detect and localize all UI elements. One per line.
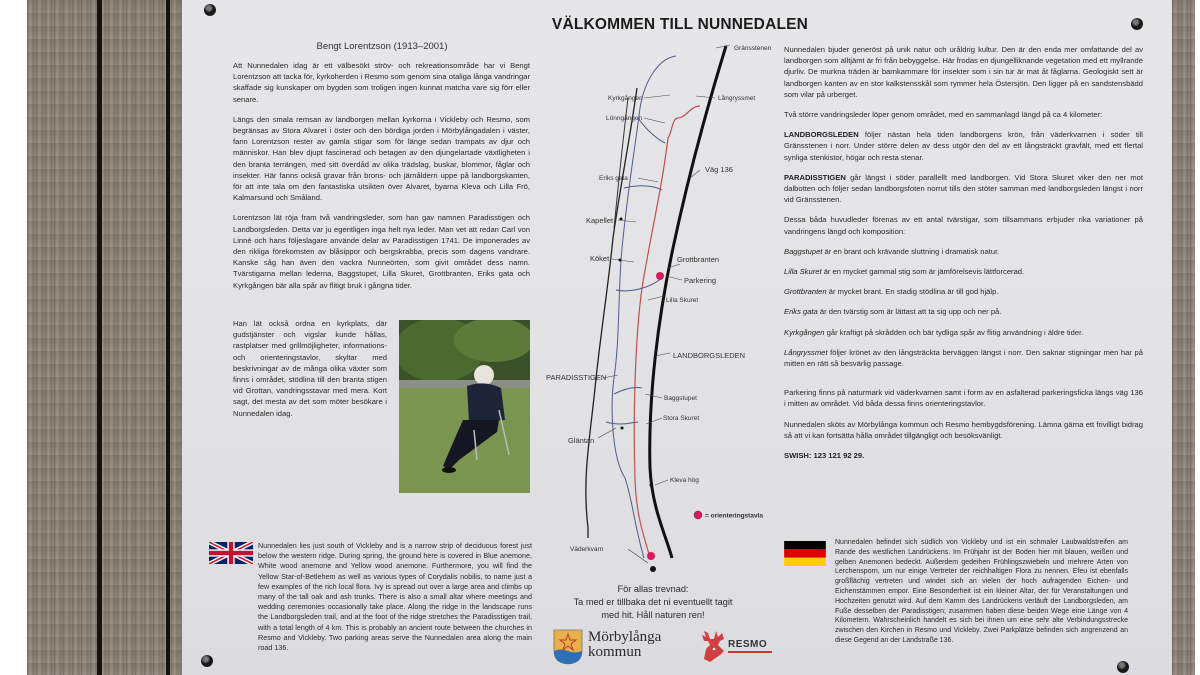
resmo-underline xyxy=(728,651,772,653)
map-label-baggstupet: Baggstupet xyxy=(664,395,697,402)
map-label-koket: Köket xyxy=(590,254,610,263)
screw-icon xyxy=(201,655,213,667)
crossing-item xyxy=(784,246,1143,257)
left-text-block xyxy=(233,60,530,300)
map-label-kapellet: Kapellet xyxy=(586,216,614,225)
map-label-kyrkgangen: Kyrkgången xyxy=(608,95,643,102)
crossing-item xyxy=(784,306,1143,317)
map-label-langryssmet: Långryssmet xyxy=(718,95,756,102)
footer-note xyxy=(548,583,758,622)
paragraph: Parkering finns på naturmark vid väderkvarnen samt i form av en asfalterad parkeringsficka längs väg 136 i mitten av området. Vid båda dessa finns orienteringstavlor. xyxy=(784,388,1143,409)
paradisstigen-trail xyxy=(612,56,676,558)
swish-text: SWISH: 123 121 92 29. xyxy=(784,451,865,461)
paragraph: Två större vandringsleder löper genom området, med en sammanlagd längd på ca 4 kilometer: xyxy=(784,110,1103,120)
paragraph: Längs den smala remsan av landborgen mellan kyrkorna i Vickleby och Resmo, som begränsas av Stora Alvaret i öster och den bördiga jorden i Mörbylångadalen i väster, fann Lorentzson rester av gamla stigar som för länge sedan trampats av djur och människor. Han blev djupt fascinerad och betagen av den djungelartade växtligheten i den branta terrängen, med sitt överdåd av olika trädslag, buskar, blommor, fåglar och insekter. Här fanns också gravar från brons- och järnåldern uppe på landborgskanten, för att inte tala om den fantastiska utsikten över Alvaret, byarna Kleva och Lilla Frö, Kalmarsund och Småland. xyxy=(233,114,530,203)
portrait-illustration xyxy=(399,320,530,493)
crossing-name: Baggstupet xyxy=(784,246,823,256)
trail-name: LANDBORGSLEDEN xyxy=(784,130,859,140)
crossing-item xyxy=(784,327,1143,338)
wood-gap xyxy=(97,0,102,675)
map-label-vag136: Väg 136 xyxy=(705,165,733,174)
paragraph xyxy=(784,172,1143,206)
crossing-name: Grottbranten xyxy=(784,287,827,297)
paragraph xyxy=(784,129,1143,163)
paragraph: Lorentzson lät röja fram två vandringsleder, som han gav namnen Paradisstigen och Landborgsleden. Detta var ju egentligen inga helt nya leder. Man vet att redan Carl von Linné och hans följeslagare använde delar av Paradisstigen 1741. De imponerades av den rikliga förekomsten av blåsippor och bergskrabba, precis som dagens vandrare. Kanske såg han även den vackra Nunneörten, som givit området dess namn. Tvärstigarna mellan lederna, Baggstupet, Lilla Skuret, Grottbranten, Eriks gata och Kyrkgången bär alla spår av flitigt bruk i gångna tider. xyxy=(233,213,530,290)
note-line: För allas trevnad: xyxy=(617,584,689,594)
map-label-grottbranten: Grottbranten xyxy=(677,255,720,264)
paragraph: Nunnedalen bjuder generöst på unik natur och uråldrig kultur. Den är den enda mer omfattande del av landborgen som alltjämt är fri från bebyggelse. Här frodas en djungelliknande vegetation med ett myllrande djurliv. De murkna träden är barnkammare för insekter som i sin tur är mat åt fåglarna. Geologiskt sett är landborgen kanten av en stor kalkstensskål som rymmer hela Östersjön. Den ligger på en sandstensbädd som vilar på urberget. xyxy=(784,45,1143,99)
map-label-eriks-gata: Eriks gata xyxy=(599,175,628,182)
map-label-lonngangen: Lönngången xyxy=(606,115,643,122)
map-label-paradisstigen: PARADISSTIGEN xyxy=(546,373,607,382)
map-label-glantan: Gläntan xyxy=(568,436,595,445)
crossing-text: är mycket brant. En stadig stödlina är till god hjälp. xyxy=(826,287,999,297)
crossing-text: går kraftigt på skrådden och bär tydliga spår av flitig användning i äldre tider. xyxy=(824,327,1084,337)
paragraph: Han lät också ordna en kyrkplats, där gudstjänster och vigslar kunde hållas, rastplatser med grillmöjligheter, informations- och orienteringstavlor, skyltar med beskrivningar av de många olika växter som finns i området, stödlina till den branta stigen vid Grottan, vandringsstavar med mera. Kort sagt, det mesta av det som möter besökare i Nunnedalen idag. xyxy=(233,319,387,418)
screw-icon xyxy=(204,4,216,16)
western-path xyxy=(586,88,637,538)
logo-line: Mörbylånga xyxy=(588,629,662,645)
note-line: med hit. Håll naturen ren! xyxy=(601,610,705,620)
map-label-gransstenen: Gränsstenen xyxy=(734,45,772,52)
swish-number xyxy=(784,450,1143,461)
note-line: Ta med er tillbaka det ni eventuellt tagit xyxy=(573,597,733,607)
paragraph: Dessa båda huvudleder förenas av ett antal tvärstigar, som tillsammans erbjuder rika variationer på vandringens längd och komposition: xyxy=(784,215,1143,236)
leader-lines xyxy=(598,45,730,563)
cross-trail xyxy=(614,387,642,394)
orientation-board-marker xyxy=(656,272,664,280)
crossing-name: Lilla Skuret xyxy=(784,267,822,277)
uk-flag-icon xyxy=(209,542,253,564)
cross-trail xyxy=(616,278,662,291)
crossing-item xyxy=(784,266,1143,277)
resmo-logo-text: RESMO xyxy=(728,639,768,650)
map-label-lilla-skuret: Lilla Skuret xyxy=(666,297,699,304)
map-label-kleva-hog: Kleva hög xyxy=(670,477,699,484)
crossing-text: är en mycket gammal stig som är jämförelsevis lättforcerad. xyxy=(821,267,1025,277)
german-flag-icon xyxy=(784,541,826,566)
logo-line: kommun xyxy=(588,644,642,660)
crossing-text: är en brant och krävande sluttning i dramatisk natur. xyxy=(822,246,1000,256)
point-marker xyxy=(621,427,624,430)
german-text: Nunnedalen befindet sich südlich von Vickleby und ist ein schmaler Laubwaldstreifen am Rande des westlichen Landrückens. Im Frühjahr ist der Boden hier mit blauen, weißen und gelben Anemonen bedeckt. Außerdem gedeihen Frühlingszwiebeln und mehrere Arten von Lerchensporn, um nur einige Vertreter der reichhaltigen Flora zu nennen. Efeu ist ebenfalls großflächig vertreten und windet sich an vielen der hoch aufragenden Eichen- und Eichenstämmen empor. Eine Besonderheit ist ein kleiner Altar, der für Veranstaltungen und Hochzeiten genutzt wird. Auf dem Kamm des Landrückens verläuft der Landborgsleden, am Fuße desselben der Paradisstigen; zusammen haben diese beiden Wege eine Länge von 4 Kilometern. Wahrscheinlich handelt es sich bei ihnen um eine sehr alte Verbindungsstrecke zwischen den Kirchen in Resmo und Vickleby. Zwei Parkplätze befinden sich angrenzend an diese Gegend an der Landstraße 136. xyxy=(835,539,1128,644)
screw-icon xyxy=(1131,18,1143,30)
wooden-wall-right xyxy=(1172,0,1195,675)
wood-gap xyxy=(166,0,170,675)
portrait-photo xyxy=(399,320,530,493)
resmo-reindeer-logo-icon xyxy=(698,629,726,663)
trail-description: går längst i söder parallellt med landborgen. Vid Stora Skuret viker den ner mot dalbotten och följer sedan landborgsfoten norrut tills den stöter samman med landborgsleden längst i norr vid Gränsstenen. xyxy=(784,172,1143,205)
windmill-marker xyxy=(650,566,656,572)
map-label-stora-skuret: Stora Skuret xyxy=(663,415,700,422)
crossing-name: Eriks gata xyxy=(784,307,818,317)
crossing-text: följer krönet av den långsträckta berväggen längst i norr. Den saknar stigningar men har på mitten en rätt så besvärlig passage. xyxy=(784,347,1143,369)
sign-title: VÄLKOMMEN TILL NUNNEDALEN xyxy=(551,16,809,33)
crossing-item xyxy=(784,286,1143,297)
crossing-item xyxy=(784,347,1143,369)
map-label-parkering: Parkering xyxy=(684,276,717,285)
trail-description: följer nästan hela tiden landborgens krön, från väderkvarnen i söder till Gränsstenen i norr. Under större delen av dess utgör den del av ett långsträckt gravfält, med ett flertal synliga stenkistor, högar och resta stenar. xyxy=(784,130,1143,162)
right-text-block xyxy=(784,44,1143,470)
paragraph: Att Nunnedalen idag är ett välbesökt ströv- och rekreationsområde har vi Bengt Lorentzson att tacka för, kyrkoherden i Resmo som genom sina otaliga långa vandringar skaffade sig kunskaper om bygden som troligen ingen kunnat matcha vare sig förr eller senare. xyxy=(233,61,530,104)
orientation-board-marker xyxy=(647,552,655,560)
crossing-text: är den tvärstig som är lättast att ta sig upp och ner på. xyxy=(817,307,1002,317)
wooden-wall-left xyxy=(27,0,182,675)
map-label-vaderkvarn: Väderkvarn xyxy=(570,546,604,553)
left-heading: Bengt Lorentzson (1913–2001) xyxy=(316,41,448,52)
trail-name: PARADISSTIGEN xyxy=(784,172,846,182)
paragraph: Nunnedalen sköts av Mörbylånga kommun och Resmo hembygdsförening. Lämna gärna ett frivilligt bidrag så att vi kan fortsätta hålla området tillgängligt och besöksvänligt. xyxy=(784,419,1143,440)
cross-trail xyxy=(624,186,662,190)
map-label-landborgsleden: LANDBORGSLEDEN xyxy=(673,351,746,360)
morbylanga-coat-of-arms-icon xyxy=(553,629,583,665)
cross-trail xyxy=(606,422,638,424)
screw-icon xyxy=(1117,661,1129,673)
morbylanga-logo-text xyxy=(588,630,661,660)
crossing-name: Långryssmet xyxy=(784,347,828,357)
point-marker xyxy=(650,484,653,487)
left-text-block-lower xyxy=(233,318,387,428)
legend-marker-icon xyxy=(694,511,702,519)
trail-map xyxy=(540,38,790,578)
crossing-name: Kyrkgången xyxy=(784,327,825,337)
legend-text: = orienteringstavla xyxy=(705,512,763,520)
english-text: Nunnedalen lies just south of Vickleby and is a narrow strip of deciduous forest just below the western ridge. During spring, the ground here is covered in Blue anemone, White wood anemone and Yellow wood anemone. Furthermore, you will find the Yellow Star-of-Betlehem as well as various types of Corydalis nobilis, to name just a few examples of the rich local flora. Ivy is spread out over a large area and climbs up many of the tall oak and ash trunks. There is also a small altar where meetings and wedding ceremonies occasionally take place. Along the ridge in the landscape runs the Landborgsleden trail, and at the foot of the ridge stretches the Paradisstigen trail, with a total length of 4 km. This is probably an ancient route between the churches in Resmo and Vickleby. Two parking areas serve the Nunnedalen area along the main road 136. xyxy=(258,541,532,653)
